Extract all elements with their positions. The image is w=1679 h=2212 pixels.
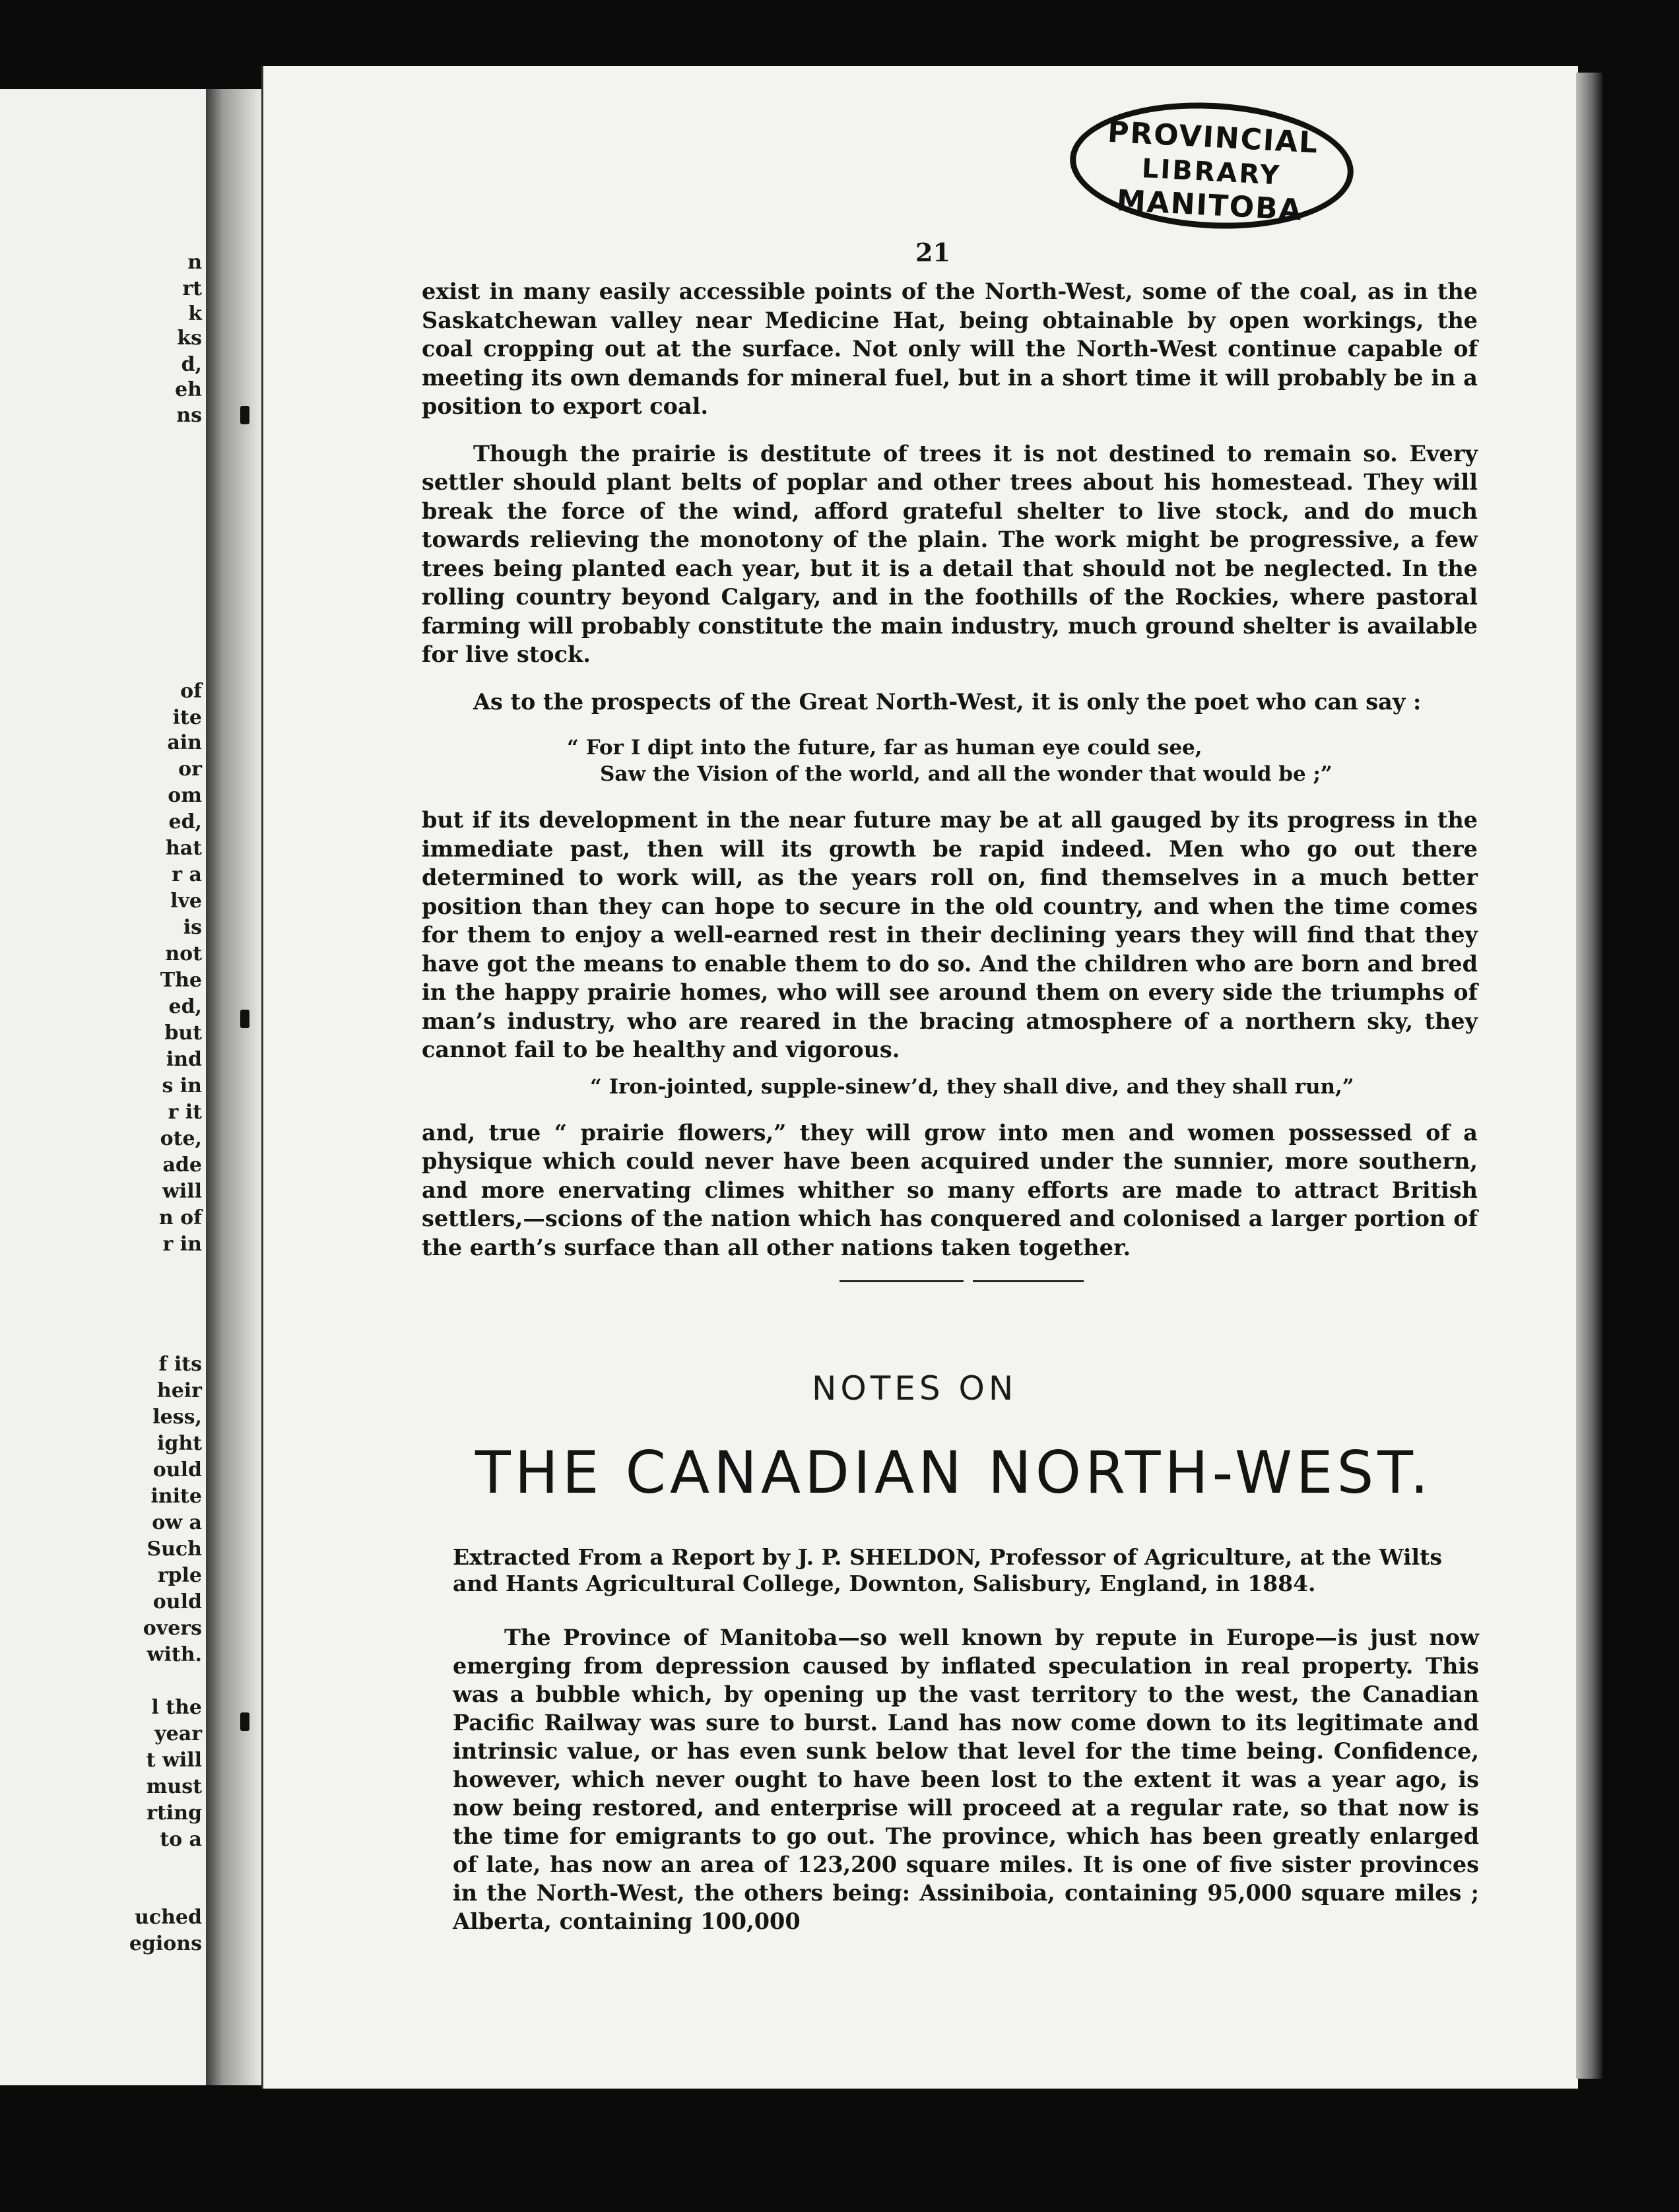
stamp-line-1: PROVINCIAL (1106, 115, 1320, 160)
left-page-fragment: d, (181, 353, 202, 376)
left-page-fragment: r it (168, 1101, 202, 1124)
left-page-fragment: ks (177, 327, 202, 350)
paragraph-3: As to the prospects of the Great North-West, it is only the poet who can say : (473, 688, 1422, 715)
poem-line: “ Iron-jointed, supple-sinew’d, they shall dive, and they shall run,” (590, 1074, 1354, 1099)
section-divider-gap (964, 1278, 973, 1284)
section-kicker: NOTES ON (812, 1369, 1018, 1408)
left-page-fragment: r a (172, 863, 202, 886)
paragraph-2: Though the prairie is destitute of trees it is not destined to remain so. Every settler should plant belts of poplar and other trees about his homestead. They will break the force of the wind, afford grateful shelter to live stock, and do much towards relieving the monotony of the plain. The work might be progressive, a few trees being planted each year, but it is a detail that should not be neglected. In the rolling country beyond Calgary, and in the foothills of the Rockies, where pastoral farming will probably constitute the main industry, much ground shelter is available for live stock. (422, 440, 1478, 667)
left-page-fragment: l the (151, 1696, 202, 1719)
left-page-fragment: but (164, 1022, 202, 1045)
left-page-fragment: r in (162, 1233, 202, 1256)
left-page-fragment: Such (147, 1538, 202, 1561)
left-page-fragment: ain (167, 731, 202, 754)
left-page-fragment: to a (160, 1828, 202, 1851)
stamp-line-2: LIBRARY (1140, 153, 1282, 191)
poem-quote-2 (422, 1074, 1478, 1100)
left-page-fragment: less, (152, 1406, 202, 1429)
left-page-fragment: f its (158, 1353, 202, 1376)
paragraph-5: and, true “ prairie flowers,” they will grow into men and women possessed of a physique which could never have been acquired under the sunnier, more southern, and more enervating climes whither so many efforts are made to attract British settlers,—scions of the nation which has conquered and colonised a larger portion of the earth’s surface than all other nations taken together. (422, 1119, 1478, 1260)
stamp-line-3: MANITOBA (1115, 183, 1303, 228)
left-page-fragment: k (188, 302, 202, 325)
left-page-fragment: ind (166, 1048, 202, 1071)
left-page-fragment: heir (156, 1379, 202, 1402)
left-page-fragment: om (168, 784, 202, 807)
left-page-fragment: with. (147, 1643, 202, 1666)
left-page-fragment: The (160, 969, 202, 992)
paragraph-1: exist in many easily accessible points of the North-West, some of the coal, as in the Saskatchewan valley near Medicine Hat, being obtainable by open workings, the coal cropping out at the surface. Not only will the North-West continue capable of meeting its own demands for mineral fuel, but in a short time it will probably be in a position to export coal. (422, 278, 1478, 419)
left-page-fragment: ould (152, 1458, 202, 1481)
left-page-fragment: ote, (160, 1127, 202, 1150)
section-body (453, 1623, 1479, 1936)
left-page-fragment: rting (147, 1802, 202, 1825)
article-body (422, 277, 1478, 1280)
page-edge (1576, 73, 1602, 2079)
left-page-fragment: egions (129, 1932, 202, 1955)
left-page-fragment: is (183, 916, 202, 939)
section-divider (840, 1280, 1084, 1282)
book-gutter (206, 89, 261, 2085)
left-page-fragment: rt (182, 277, 202, 300)
extract-attribution: Extracted From a Report by J. P. SHELDON, Professor of Agriculture, at the Wilts and Hants Agricultural College, Downton, Salisbury, England, in 1884. (453, 1544, 1442, 1596)
left-page-fragment: n of (158, 1206, 202, 1229)
left-page-fragment: or (178, 758, 202, 781)
left-page-fragment: ite (172, 706, 202, 729)
left-page-fragment: ould (152, 1590, 202, 1613)
left-page-fragment: ed, (168, 995, 202, 1018)
left-page-fragment: ight (156, 1432, 202, 1455)
poem-quote-1 (422, 734, 1478, 787)
page-number: 21 (915, 238, 950, 267)
section-title: THE CANADIAN NORTH-WEST. (475, 1439, 1433, 1507)
binding-hole (240, 406, 249, 424)
poem-line: Saw the Vision of the world, and all the wonder that would be ;” (600, 762, 1333, 786)
left-page-fragment: inite (150, 1485, 202, 1508)
left-page-fragment: uched (135, 1906, 202, 1929)
left-page-fragment: eh (175, 378, 202, 401)
left-page-fragment: ow a (152, 1511, 202, 1534)
section-paragraph-1: The Province of Manitoba—so well known by repute in Europe—is just now emerging from depression caused by inflated speculation in real property. This was a bubble which, by opening up the vast territory to the west, the Canadian Pacific Railway was sure to burst. Land has now come down to its legitimate and intrinsic value, or has even sunk below that level for the time being. Confidence, however, which never ought to have been lost to the extent it was a year ago, is now being restored, and enterprise will proceed at a regular rate, so that now is the time for emigrants to go out. The province, which has been greatly enlarged of late, has now an area of 123,200 square miles. It is one of five sister provinces in the North-West, the others being: Assiniboia, containing 95,000 square miles ; Alberta, containing 100,000 (453, 1625, 1479, 1934)
left-page-fragment: ade (162, 1154, 202, 1177)
paragraph-4: but if its development in the near future may be at all gauged by its progress in the immediate past, then will its growth be rapid indeed. Men who go out there determined to work will, as the years roll on, find themselves in a much better position than they can hope to secure in the old country, and when the time comes for them to enjoy a well-earned rest in their declining years they will find that they have got the means to enable them to do so. And the children who are born and bred in the happy prairie homes, who will see around them on every side the triumphs of man’s industry, who are reared in the bracing atmosphere of a northern sky, they cannot fail to be healthy and vigorous. (422, 807, 1478, 1062)
left-page-fragment: not (165, 942, 202, 965)
poem-line: “ For I dipt into the future, far as human eye could see, (567, 736, 1202, 760)
left-page-fragment: overs (143, 1617, 202, 1640)
library-stamp (1067, 96, 1356, 236)
left-page-fragment: ns (176, 404, 202, 427)
left-page-fragment: year (154, 1722, 202, 1745)
left-page (0, 89, 209, 2085)
binding-hole (240, 1010, 249, 1028)
left-page-fragment: lve (170, 890, 202, 913)
left-page-fragment: hat (165, 837, 202, 860)
binding-hole (240, 1712, 249, 1731)
left-page-fragment: ed, (168, 810, 202, 833)
left-page-fragment: s in (162, 1074, 202, 1097)
left-page-fragment: will (162, 1180, 202, 1203)
left-page-fragment: t will (146, 1749, 202, 1772)
left-page-fragment: of (180, 680, 202, 703)
left-page-fragment: must (146, 1775, 202, 1798)
left-page-fragment: rple (157, 1564, 202, 1587)
left-page-fragment: n (187, 251, 202, 274)
